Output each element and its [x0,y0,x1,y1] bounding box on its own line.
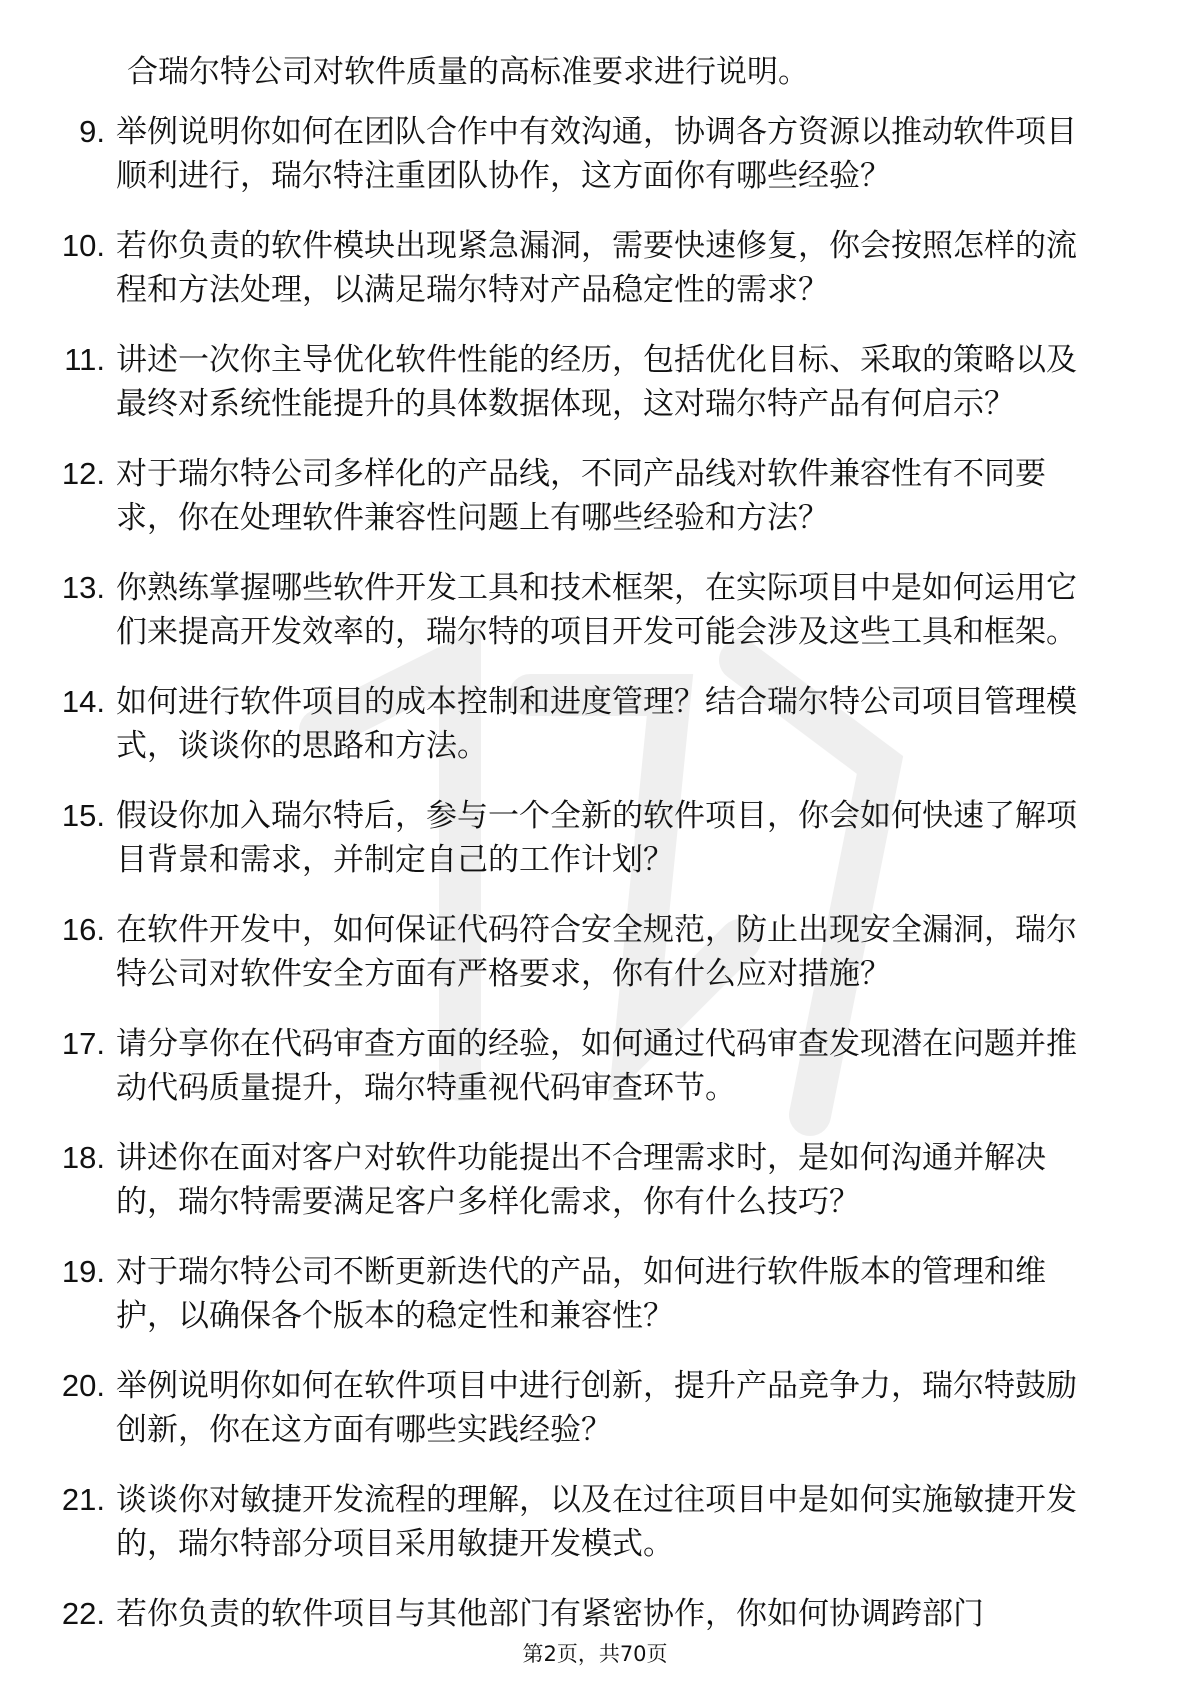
question-item [0,452,1190,540]
question-number: 14. [61,684,105,719]
question-item [0,1364,1190,1452]
question-number: 19. [61,1254,105,1289]
question-number: 22. [61,1596,105,1631]
question-text: 讲述你在面对客户对软件功能提出不合理需求时，是如何沟通并解决的，瑞尔特需要满足客户多样化需求，你有什么技巧？ [116,1140,1046,1220]
question-text: 如何进行软件项目的成本控制和进度管理？结合瑞尔特公司项目管理模式，谈谈你的思路和方法。 [116,684,1077,764]
question-item [0,110,1190,198]
question-number: 11. [64,342,105,377]
question-number: 10. [61,228,105,263]
question-item [0,794,1190,882]
continuation-text: 合瑞尔特公司对软件质量的高标准要求进行说明。 [127,54,809,90]
question-text: 在软件开发中，如何保证代码符合安全规范，防止出现安全漏洞，瑞尔特公司对软件安全方面有严格要求，你有什么应对措施？ [116,912,1077,992]
question-number: 18. [61,1140,105,1175]
question-text: 举例说明你如何在团队合作中有效沟通，协调各方资源以推动软件项目顺利进行，瑞尔特注重团队协作，这方面你有哪些经验？ [116,114,1077,194]
question-text: 你熟练掌握哪些软件开发工具和技术框架，在实际项目中是如何运用它们来提高开发效率的，瑞尔特的项目开发可能会涉及这些工具和框架。 [116,570,1077,650]
question-text: 讲述一次你主导优化软件性能的经历，包括优化目标、采取的策略以及最终对系统性能提升的具体数据体现，这对瑞尔特产品有何启示？ [116,342,1077,422]
question-text: 谈谈你对敏捷开发流程的理解，以及在过往项目中是如何实施敏捷开发的，瑞尔特部分项目采用敏捷开发模式。 [116,1482,1077,1562]
page-footer: 第2页，共70页 [522,1642,668,1666]
question-number: 12. [61,456,105,491]
question-text: 请分享你在代码审查方面的经验，如何通过代码审查发现潜在问题并推动代码质量提升，瑞尔特重视代码审查环节。 [116,1026,1077,1106]
question-item [0,566,1190,654]
question-number: 9. [79,114,105,149]
question-text: 对于瑞尔特公司不断更新迭代的产品，如何进行软件版本的管理和维护，以确保各个版本的稳定性和兼容性？ [116,1254,1046,1334]
question-item [0,1592,1190,1636]
question-item [0,1478,1190,1566]
question-item [0,680,1190,768]
question-item [0,1136,1190,1224]
question-list [0,110,1190,1636]
question-item [0,338,1190,426]
question-number: 13. [61,570,105,605]
question-number: 20. [61,1368,105,1403]
question-text: 对于瑞尔特公司多样化的产品线，不同产品线对软件兼容性有不同要求，你在处理软件兼容性问题上有哪些经验和方法？ [116,456,1046,536]
question-number: 15. [61,798,105,833]
question-text: 若你负责的软件模块出现紧急漏洞，需要快速修复，你会按照怎样的流程和方法处理，以满足瑞尔特对产品稳定性的需求？ [116,228,1077,308]
question-number: 21. [61,1482,105,1517]
question-number: 16. [61,912,105,947]
question-item [0,224,1190,312]
question-text: 若你负责的软件项目与其他部门有紧密协作，你如何协调跨部门 [116,1596,984,1632]
question-text: 假设你加入瑞尔特后，参与一个全新的软件项目，你会如何快速了解项目背景和需求，并制定自己的工作计划？ [116,798,1077,878]
question-item [0,1250,1190,1338]
question-item [0,908,1190,996]
question-number: 17. [61,1026,105,1061]
question-text: 举例说明你如何在软件项目中进行创新，提升产品竞争力，瑞尔特鼓励创新，你在这方面有哪些实践经验？ [116,1368,1077,1448]
question-item [0,1022,1190,1110]
